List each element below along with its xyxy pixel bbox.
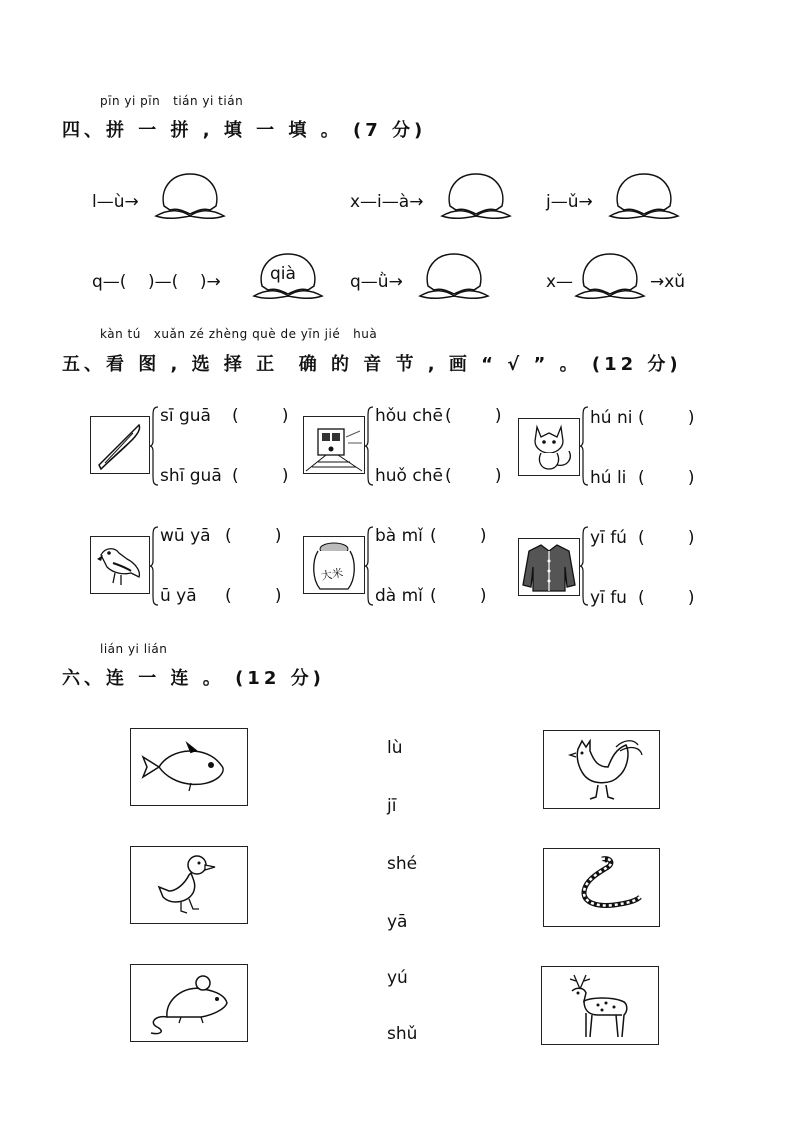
train-icon <box>304 417 364 473</box>
option-a: bà mǐ <box>375 526 423 546</box>
choice-brace <box>150 525 160 607</box>
option-b: ū yā <box>160 586 197 606</box>
deer-icon <box>542 967 658 1044</box>
jacket-picture <box>518 538 580 596</box>
answer-paren[interactable]: ( ) <box>445 406 502 426</box>
option-b: yī fu <box>590 588 627 608</box>
peach-answer: qià <box>270 264 296 284</box>
jacket-icon <box>519 539 579 595</box>
spell-result: →xǔ <box>650 272 686 292</box>
word-item[interactable]: jī <box>387 796 397 816</box>
option-a: wū yā <box>160 526 211 546</box>
section5-pinyin: kàn tú xuǎn zé zhèng què de yīn jié huà <box>100 327 378 341</box>
option-a: yī fú <box>590 528 627 548</box>
mouse-picture[interactable] <box>130 964 248 1042</box>
spell-item-1: l—ù→ <box>92 192 139 212</box>
train-picture <box>303 416 365 474</box>
choice-brace <box>365 525 375 607</box>
rooster-icon <box>544 731 659 808</box>
fish-icon <box>131 729 247 805</box>
word-item[interactable]: shǔ <box>387 1024 418 1044</box>
snake-icon <box>544 849 659 926</box>
section6-heading: 六、连 一 连 。 (12 分) <box>62 668 325 689</box>
choice-brace <box>580 405 590 487</box>
peach-icon[interactable] <box>152 170 228 222</box>
peach-icon[interactable] <box>438 170 514 222</box>
answer-paren[interactable]: ( ) <box>445 466 502 486</box>
mouse-icon <box>131 965 247 1041</box>
crow-picture <box>90 536 150 594</box>
word-item[interactable]: lù <box>387 738 403 758</box>
choice-brace <box>150 405 160 487</box>
peach-icon[interactable] <box>572 250 648 302</box>
fox-picture <box>518 418 580 476</box>
answer-paren[interactable]: ( ) <box>638 468 695 488</box>
answer-paren[interactable]: ( ) <box>430 526 487 546</box>
rooster-picture[interactable] <box>543 730 660 809</box>
option-b: dà mǐ <box>375 586 423 606</box>
peach-icon[interactable] <box>606 170 682 222</box>
loofah-picture <box>90 416 150 474</box>
spell-item-5: q—ǜ→ <box>350 272 403 292</box>
section6-pinyin: lián yi lián <box>100 642 168 656</box>
option-a: hú ni <box>590 408 633 428</box>
section4-heading: 四、拼 一 拼 , 填 一 填 。 (7 分) <box>62 120 427 141</box>
answer-paren[interactable]: ( ) <box>638 408 695 428</box>
answer-paren[interactable]: ( ) <box>225 586 282 606</box>
answer-paren[interactable]: ( ) <box>225 526 282 546</box>
word-item[interactable]: yā <box>387 912 408 932</box>
answer-paren[interactable]: ( ) <box>638 528 695 548</box>
option-a: hǒu chē <box>375 406 443 426</box>
spell-item-3: j—ǔ→ <box>546 192 593 212</box>
option-b: huǒ chē <box>375 466 443 486</box>
fox-icon <box>519 419 579 475</box>
answer-paren[interactable]: ( ) <box>232 406 289 426</box>
word-item[interactable]: yú <box>387 968 408 988</box>
option-b: shī guā <box>160 466 222 486</box>
answer-paren[interactable]: ( ) <box>232 466 289 486</box>
spell-item-6: x— <box>546 272 574 292</box>
answer-paren[interactable]: ( ) <box>430 586 487 606</box>
section5-heading: 五、看 图 , 选 择 正 确 的 音 节 , 画 “ √ ” 。 (12 分) <box>62 354 682 375</box>
bag-label: 大米 <box>320 566 345 583</box>
choice-brace <box>365 405 375 487</box>
spell-item-4: q—( )—( )→ <box>92 272 221 292</box>
option-b: hú li <box>590 468 627 488</box>
deer-picture[interactable] <box>541 966 659 1045</box>
fish-picture[interactable] <box>130 728 248 806</box>
loofah-icon <box>91 417 149 473</box>
spell-item-2: x—i—à→ <box>350 192 424 212</box>
answer-paren[interactable]: ( ) <box>638 588 695 608</box>
crow-icon <box>91 537 149 593</box>
option-a: sī guā <box>160 406 211 426</box>
snake-picture[interactable] <box>543 848 660 927</box>
peach-icon[interactable] <box>416 250 492 302</box>
duck-picture[interactable] <box>130 846 248 924</box>
choice-brace <box>580 525 590 607</box>
duck-icon <box>131 847 247 923</box>
word-item[interactable]: shé <box>387 854 418 874</box>
section4-pinyin: pīn yi pīn tián yi tián <box>100 94 244 108</box>
